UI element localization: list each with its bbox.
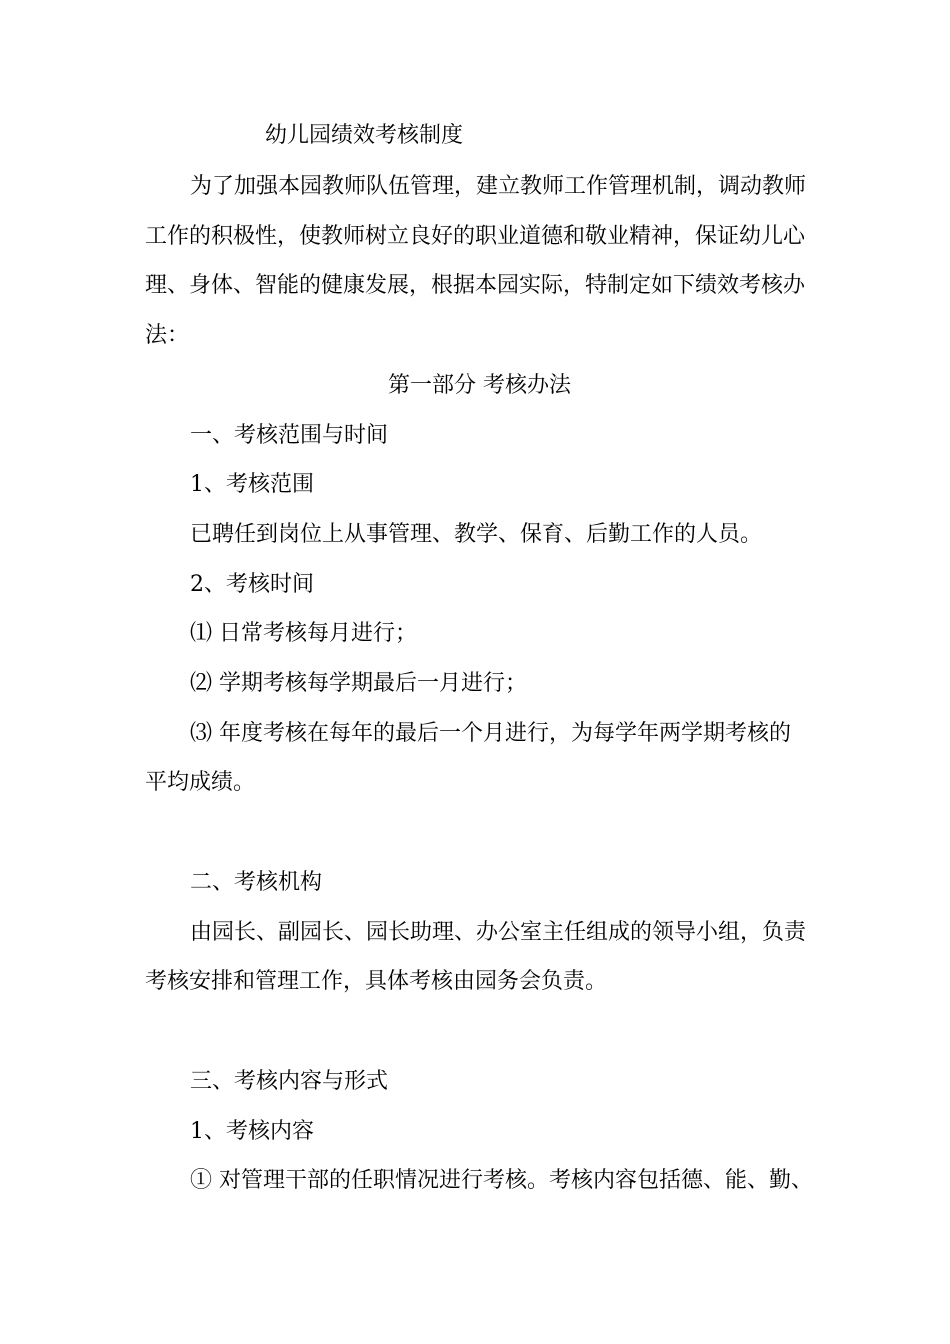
- section-1-sub2-heading: 2、考核时间: [190, 572, 314, 597]
- section-1-sub1-heading: 1、考核范围: [190, 472, 314, 497]
- section-3-heading: 三、考核内容与形式: [190, 1069, 389, 1094]
- intro-line-4: 法：: [145, 323, 190, 348]
- section-2-text-line-1: 由园长、副园长、园长助理、办公室主任组成的领导小组，负责: [190, 920, 807, 945]
- section-1-item-3-cont: 平均成绩。: [145, 770, 256, 795]
- section-3-item-1: ① 对管理干部的任职情况进行考核。考核内容包括德、能、勤、: [190, 1168, 813, 1193]
- intro-line-2: 工作的积极性，使教师树立良好的职业道德和敬业精神，保证幼儿心: [145, 224, 806, 249]
- intro-line-1: 为了加强本园教师队伍管理，建立教师工作管理机制，调动教师: [190, 174, 807, 199]
- section-1-item-1: ⑴ 日常考核每月进行；: [190, 621, 417, 646]
- section-2-text-line-2: 考核安排和管理工作，具体考核由园务会负责。: [145, 969, 608, 994]
- section-1-item-2: ⑵ 学期考核每学期最后一月进行；: [190, 671, 527, 696]
- section-1-heading: 一、考核范围与时间: [190, 423, 389, 448]
- part-title: 第一部分 考核办法: [388, 373, 571, 398]
- section-3-sub1-heading: 1、考核内容: [190, 1119, 314, 1144]
- document-title: 幼儿园绩效考核制度: [265, 123, 464, 148]
- section-2-heading: 二、考核机构: [190, 870, 323, 895]
- section-1-item-3: ⑶ 年度考核在每年的最后一个月进行，为每学年两学期考核的: [190, 721, 791, 746]
- section-1-sub1-text: 已聘任到岗位上从事管理、教学、保育、后勤工作的人员。: [190, 522, 763, 547]
- intro-line-3: 理、身体、智能的健康发展，根据本园实际，特制定如下绩效考核办: [145, 273, 806, 298]
